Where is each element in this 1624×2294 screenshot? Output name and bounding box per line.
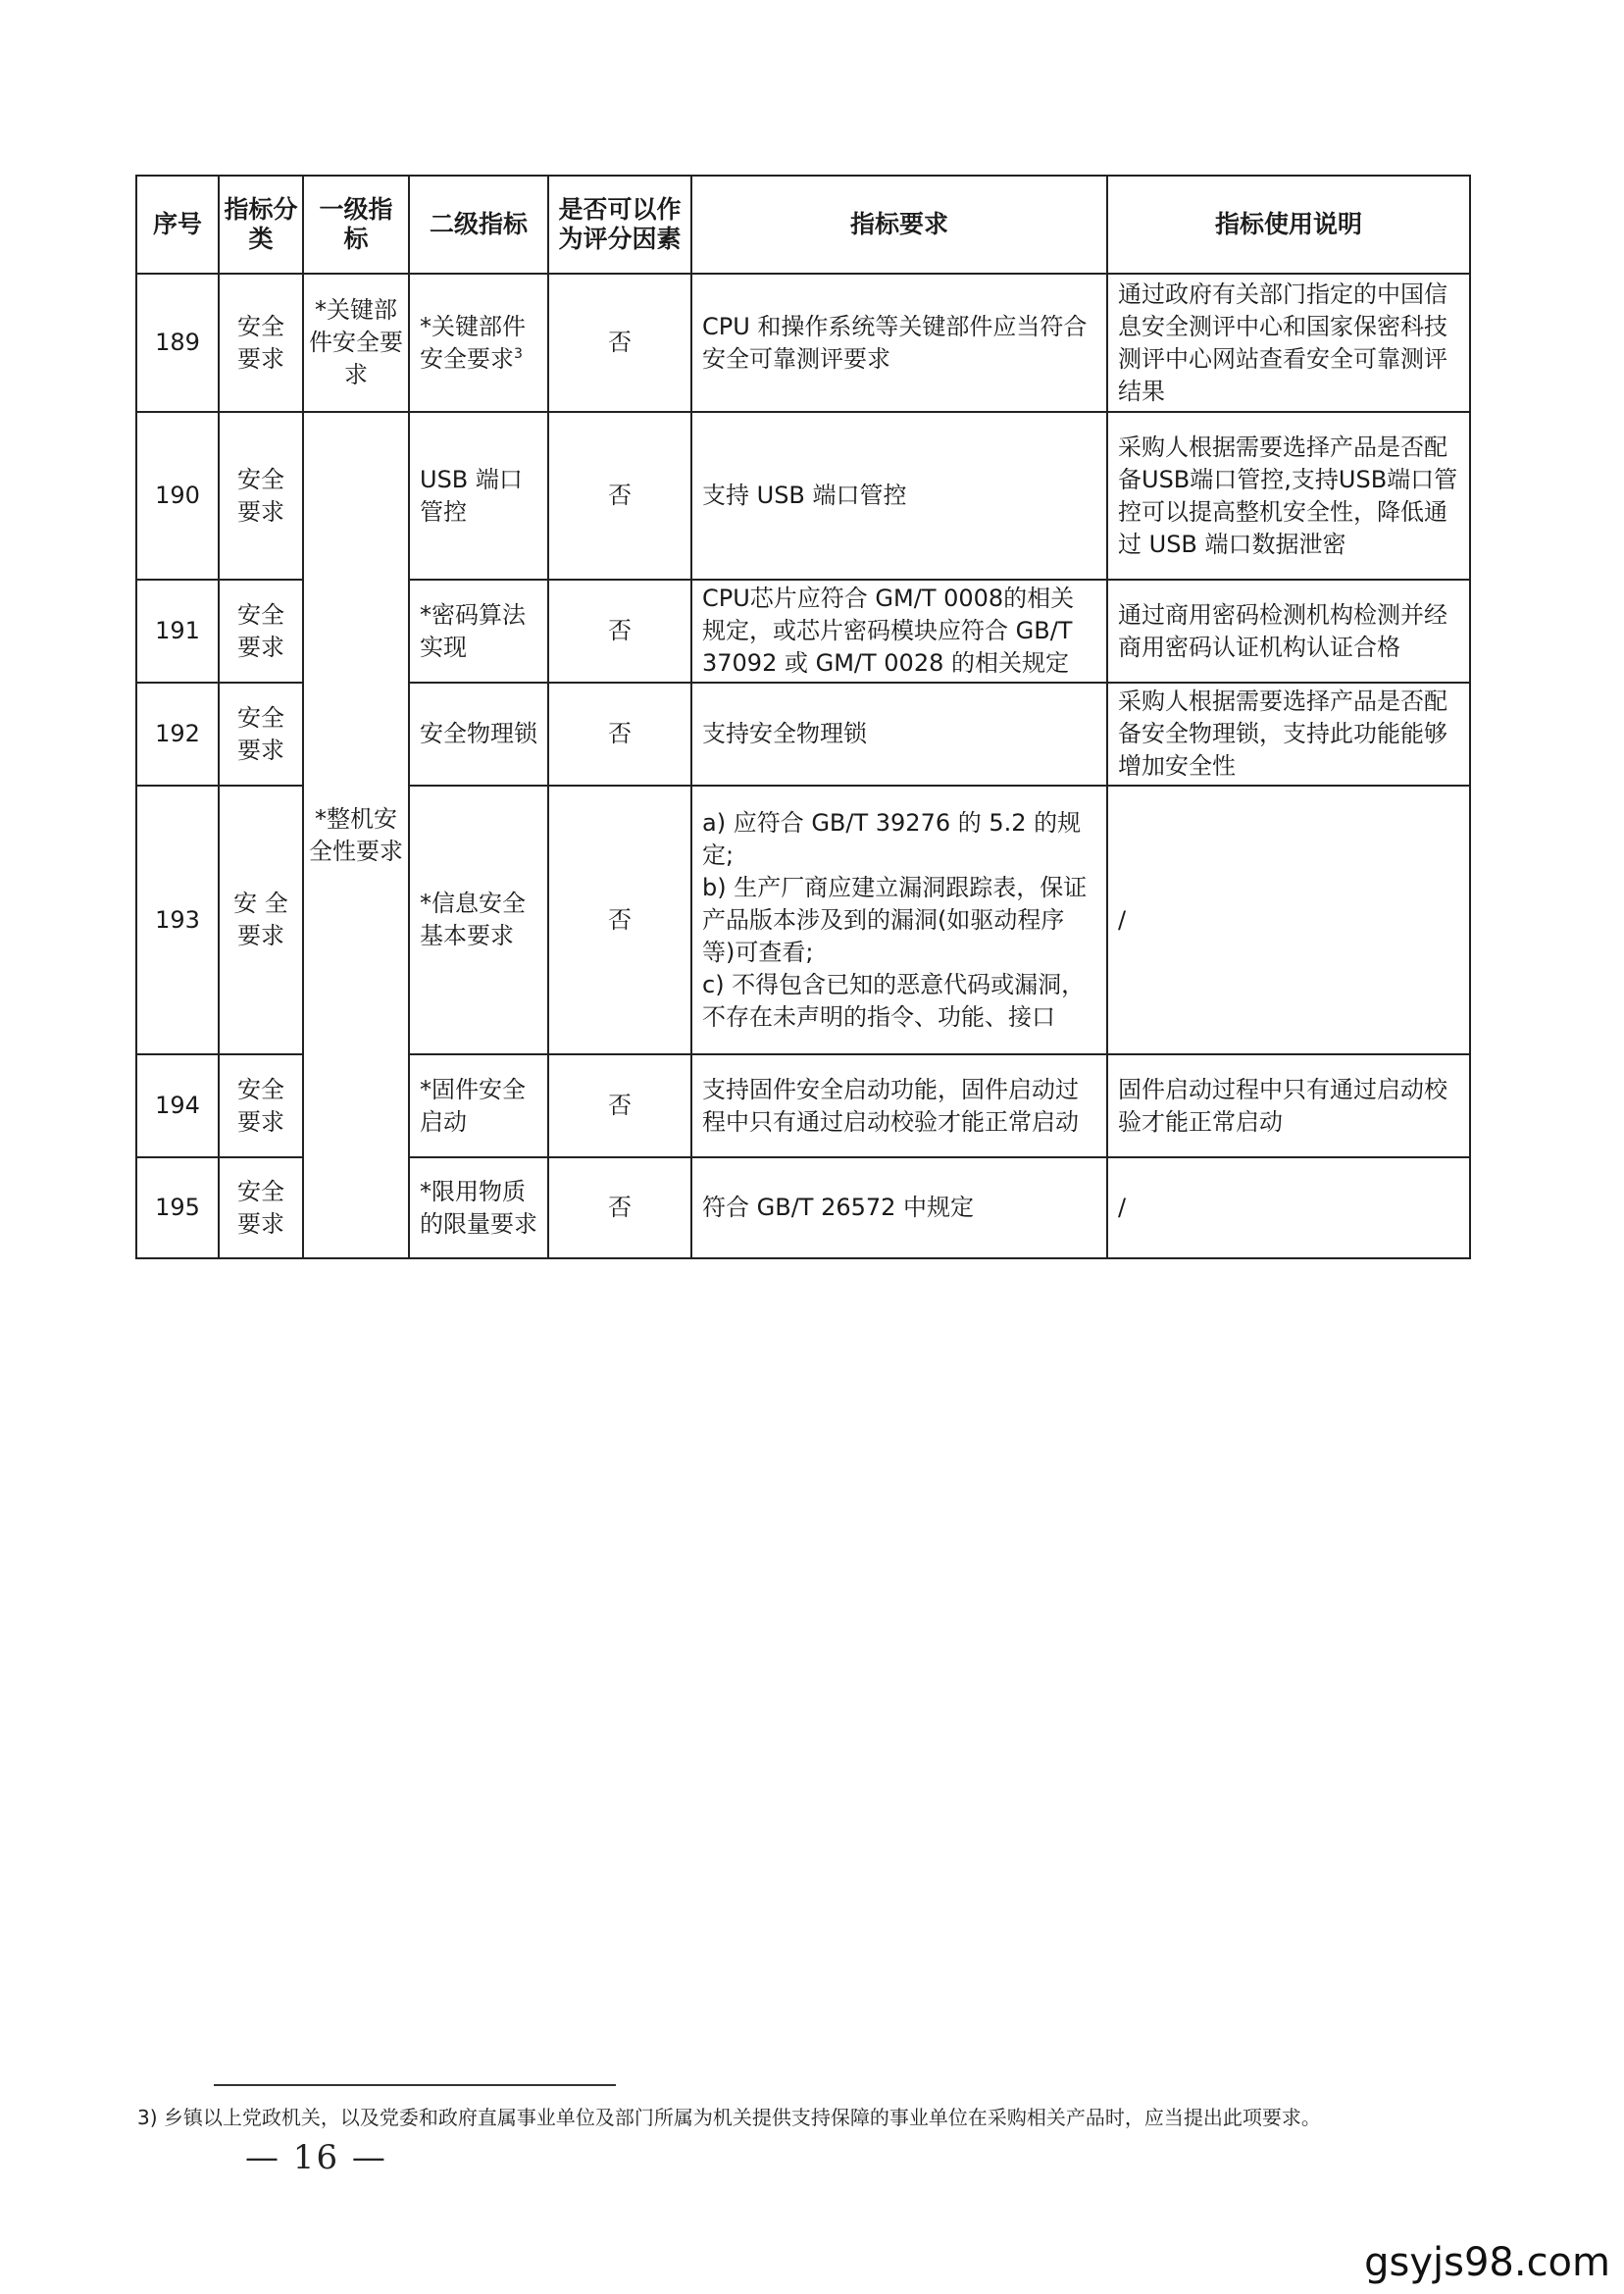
row-level2: *固件安全启动 bbox=[409, 1054, 548, 1157]
row-requirement: CPU芯片应符合 GM/T 0008的相关规定，或芯片密码模块应符合 GB/T 37092 或 GM/T 0028 的相关规定 bbox=[691, 580, 1107, 683]
footnote-ref: 3 bbox=[514, 345, 523, 362]
row-seq: 191 bbox=[136, 580, 219, 683]
row-usage: 固件启动过程中只有通过启动校验才能正常启动 bbox=[1107, 1054, 1470, 1157]
row-level2-text: *关键部件安全要求 bbox=[420, 312, 526, 373]
row-category: 安全要求 bbox=[219, 1157, 303, 1258]
row-seq: 193 bbox=[136, 786, 219, 1054]
row-category: 安全要求 bbox=[219, 580, 303, 683]
header-scoring: 是否可以作为评分因素 bbox=[548, 176, 691, 274]
row-seq: 190 bbox=[136, 412, 219, 580]
row-level2: 安全物理锁 bbox=[409, 683, 548, 786]
row-usage: / bbox=[1107, 786, 1470, 1054]
row-scoring: 否 bbox=[548, 1054, 691, 1157]
row-category: 安全要求 bbox=[219, 274, 303, 412]
row-level2: *密码算法实现 bbox=[409, 580, 548, 683]
footnote: 3) 乡镇以上党政机关，以及党委和政府直属事业单位及部门所属为机关提供支持保障的事业单位在采购相关产品时，应当提出此项要求。 bbox=[137, 2106, 1321, 2129]
row-requirement: 支持固件安全启动功能，固件启动过程中只有通过启动校验才能正常启动 bbox=[691, 1054, 1107, 1157]
row-scoring: 否 bbox=[548, 786, 691, 1054]
level1-key-components: *关键部件安全要求 bbox=[303, 274, 409, 412]
table-row bbox=[136, 412, 1470, 580]
row-usage: / bbox=[1107, 1157, 1470, 1258]
header-usage: 指标使用说明 bbox=[1107, 176, 1470, 274]
header-seq: 序号 bbox=[136, 176, 219, 274]
row-requirement: CPU 和操作系统等关键部件应当符合安全可靠测评要求 bbox=[691, 274, 1107, 412]
requirement-item-b: b) 生产厂商应建立漏洞跟踪表，保证产品版本涉及到的漏洞(如驱动程序等)可查看; bbox=[702, 873, 1088, 966]
row-seq: 189 bbox=[136, 274, 219, 412]
page-number: — 16 — bbox=[245, 2138, 387, 2177]
level1-whole-machine: *整机安全性要求 bbox=[303, 412, 409, 1258]
row-category: 安 全要求 bbox=[219, 786, 303, 1054]
row-seq: 192 bbox=[136, 683, 219, 786]
table-row bbox=[136, 274, 1470, 412]
row-usage: 通过商用密码检测机构检测并经商用密码认证机构认证合格 bbox=[1107, 580, 1470, 683]
row-requirement bbox=[691, 786, 1107, 1054]
header-level2: 二级指标 bbox=[409, 176, 548, 274]
row-level2: USB 端口管控 bbox=[409, 412, 548, 580]
row-level2 bbox=[409, 274, 548, 412]
watermark: gsyjs98.com bbox=[1364, 2240, 1610, 2285]
row-usage: 通过政府有关部门指定的中国信息安全测评中心和国家保密科技测评中心网站查看安全可靠测评结果 bbox=[1107, 274, 1470, 412]
table-header-row bbox=[136, 176, 1470, 274]
row-category: 安全要求 bbox=[219, 412, 303, 580]
row-scoring: 否 bbox=[548, 412, 691, 580]
row-level2: *信息安全基本要求 bbox=[409, 786, 548, 1054]
header-category: 指标分类 bbox=[219, 176, 303, 274]
row-requirement: 符合 GB/T 26572 中规定 bbox=[691, 1157, 1107, 1258]
row-usage: 采购人根据需要选择产品是否配备USB端口管控,支持USB端口管控可以提高整机安全性，降低通过 USB 端口数据泄密 bbox=[1107, 412, 1470, 580]
header-requirement: 指标要求 bbox=[691, 176, 1107, 274]
row-scoring: 否 bbox=[548, 580, 691, 683]
header-level1: 一级指标 bbox=[303, 176, 409, 274]
row-level2: *限用物质的限量要求 bbox=[409, 1157, 548, 1258]
row-requirement: 支持 USB 端口管控 bbox=[691, 412, 1107, 580]
row-scoring: 否 bbox=[548, 1157, 691, 1258]
requirement-item-c: c) 不得包含已知的恶意代码或漏洞，不存在未声明的指令、功能、接口 bbox=[702, 970, 1086, 1031]
row-requirement: 支持安全物理锁 bbox=[691, 683, 1107, 786]
row-seq: 195 bbox=[136, 1157, 219, 1258]
spec-table bbox=[135, 175, 1471, 1259]
row-scoring: 否 bbox=[548, 683, 691, 786]
row-category: 安全要求 bbox=[219, 683, 303, 786]
footnote-divider bbox=[214, 2084, 616, 2086]
row-category: 安全要求 bbox=[219, 1054, 303, 1157]
row-scoring: 否 bbox=[548, 274, 691, 412]
row-seq: 194 bbox=[136, 1054, 219, 1157]
row-usage: 采购人根据需要选择产品是否配备安全物理锁，支持此功能能够增加安全性 bbox=[1107, 683, 1470, 786]
requirement-item-a: a) 应符合 GB/T 39276 的 5.2 的规定; bbox=[702, 808, 1082, 869]
